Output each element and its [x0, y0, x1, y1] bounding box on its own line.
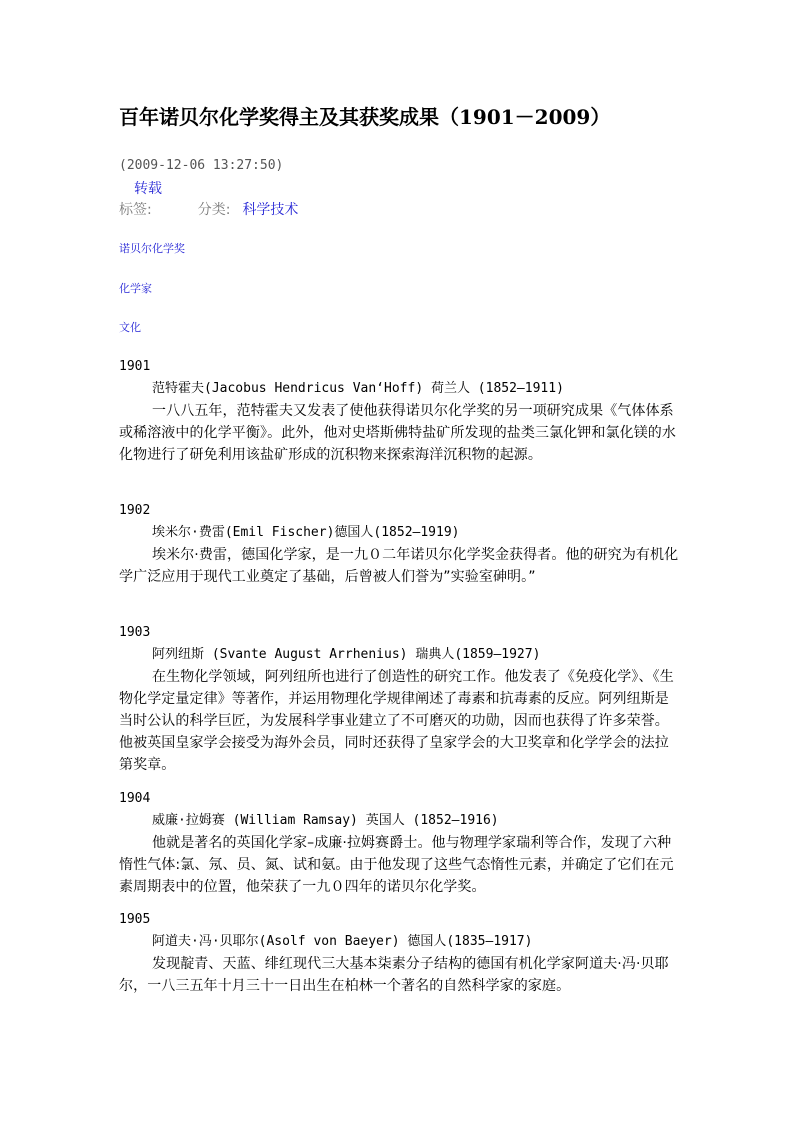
- entry-description: 在生物化学领域，阿列纽所也进行了创造性的研究工作。他发表了《免疫化学》、《生物化学定量定律》等著作，并运用物理化学规律阐述了毒素和抗毒素的反应。阿列纽斯是当时公认的科学巨匠，为发展科学事业建立了不可磨灭的功勋，因而也获得了许多荣誉。他被英国皇家学会接受为海外会员，同时还获得了皇家学会的大卫奖章和化学学会的法拉第奖章。: [119, 669, 674, 773]
- laureate-entry: [119, 909, 679, 997]
- article-title: 百年诺贝尔化学奖得主及其获奖成果（1901－2009）: [119, 105, 611, 129]
- laureate-name: 阿列纽斯 (Svante August Arrhenius) 瑞典人(1859–1927): [152, 647, 541, 662]
- laureate-entry: [119, 622, 679, 776]
- laureate-name: 埃米尔·费雷(Emil Fischer)德国人(1852–1919): [152, 525, 460, 540]
- entry-year: 1905: [119, 912, 151, 927]
- entry-year: 1904: [119, 791, 151, 806]
- tag-category-row: [119, 199, 298, 219]
- tag-link[interactable]: 文化: [119, 321, 141, 334]
- laureate-entry: [119, 500, 679, 588]
- category-link[interactable]: 科学技术: [242, 202, 299, 218]
- entry-year: 1903: [119, 625, 151, 640]
- entry-description: 埃米尔·费雷，德国化学家，是一九０二年诺贝尔化学奖金获得者。他的研究为有机化学广泛应用于现代工业奠定了基础，后曾被人们誉为”实验室砷明。”: [119, 547, 679, 585]
- laureate-name: 威廉·拉姆赛 (William Ramsay) 英国人 (1852–1916): [152, 813, 499, 828]
- laureate-entry: [119, 788, 679, 898]
- laureate-name: 范特霍夫(Jacobus Hendricus Van‘Hoff) 荷兰人 (1852–1911): [152, 381, 564, 396]
- tags-label: 标签:: [119, 202, 152, 218]
- entry-year: 1902: [119, 503, 151, 518]
- entry-description: 一八八五年，范特霍夫又发表了使他获得诺贝尔化学奖的另一项研究成果《气体体系或稀溶液中的化学平衡》。此外，他对史塔斯佛特盐矿所发现的盐类三氯化钾和氯化镁的水化物进行了研免利用该盐矿形成的沉积物来探索海洋沉积物的起源。: [119, 403, 676, 463]
- tag-link[interactable]: 化学家: [119, 282, 152, 295]
- entry-year: 1901: [119, 359, 151, 374]
- post-timestamp: (2009-12-06 13:27:50): [119, 158, 284, 173]
- repost-link[interactable]: 转载: [134, 181, 162, 197]
- entry-description: 他就是著名的英国化学家–成廉·拉姆赛爵士。他与物理学家瑞利等合作，发现了六种惰性气体:氯、氖、员、氮、试和氨。由于他发现了这些气态惰性元素，并确定了它们在元素周期表中的位置，他荣获了一九０四年的诺贝尔化学奖。: [119, 835, 674, 895]
- tag-link[interactable]: 诺贝尔化学奖: [119, 242, 185, 255]
- category-label: 分类:: [197, 202, 231, 218]
- laureate-entry: [119, 356, 679, 466]
- entry-description: 发现靛青、天蓝、绯红现代三大基本柒素分子结构的德国有机化学家阿道夫·冯·贝耶尔，一八三五年十月三十一日出生在柏林一个著名的自然科学家的家庭。: [119, 956, 669, 994]
- laureate-name: 阿道夫·冯·贝耶尔(Asolf von Baeyer) 德国人(1835–1917): [152, 934, 533, 949]
